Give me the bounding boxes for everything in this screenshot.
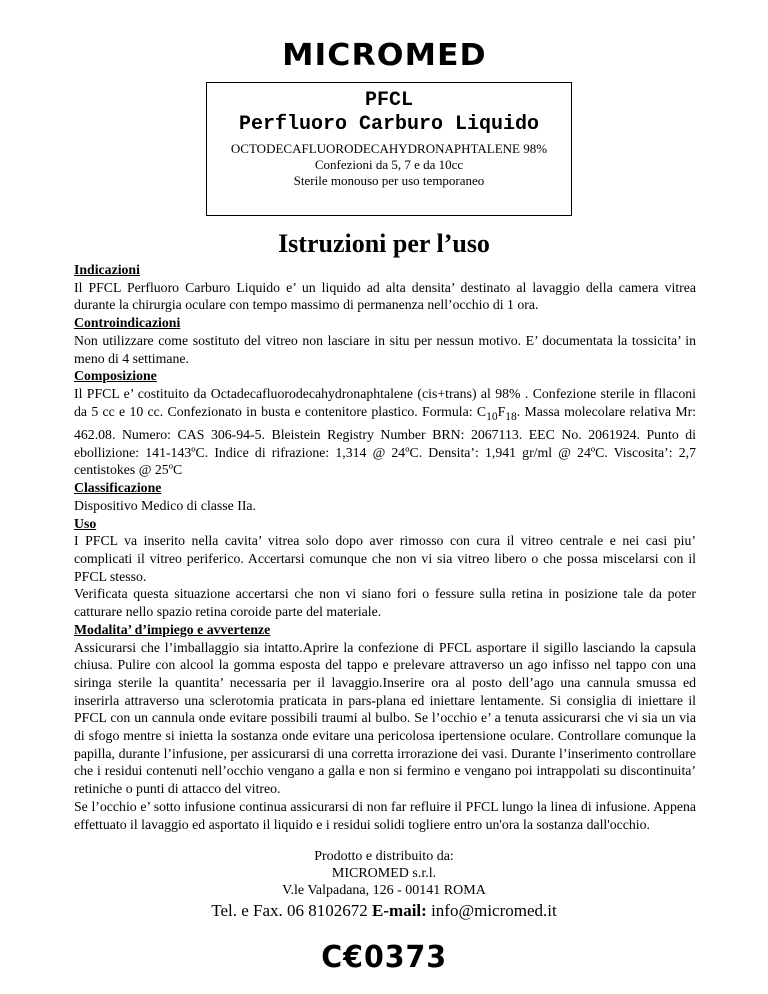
instructions-body (74, 261, 696, 833)
formula-subscript-fluorine: 18 (505, 410, 517, 423)
ce-mark (0, 940, 768, 975)
section-text-controindicazioni: Non utilizzare come sostituto del vitreo non lasciare in situ per nessun motivo. E’ documentata la tossicita’ in meno di 4 settimane. (74, 332, 696, 366)
product-sterility-line: Sterile monouso per uso temporaneo (293, 173, 485, 188)
page-title: Istruzioni per l’uso (278, 229, 490, 258)
section-text-indicazioni: Il PFCL Perfluoro Carburo Liquido e’ un liquido ad alta densita’ destinato al lavaggio della camera vitrea durante la chirurgia oculare con tempo massimo di permanenza nell’occhio di 1 ora. (74, 279, 696, 313)
footer-phone: Tel. e Fax. 06 8102672 (211, 901, 373, 920)
ce-mark-text: C€0373 (321, 940, 447, 975)
section-heading-controindicazioni: Controindicazioni (74, 315, 181, 331)
composizione-text-c: . Massa molecolare relativa Mr: 462.08. Numero: CAS 306-94-5. Bleistein Registry Number BRN: 2067113. EEC No. 2061924. Punto di ebollizione: 141-143ºC. Indice di rifrazione: 1,314 @ 24ºC. Densita’: 1,941 gr/ml @ 24ºC. Viscosita’: 2,7 centistokes @ 25ºC (74, 403, 697, 478)
section-text-modalita-2: Se l’occhio e’ sotto infusione continua assicurarsi di non far refluire il PFCL lungo la linea di infusione. Appena effettuato il lavaggio ed asportato il liquido e i residui solidi togliere entro un'ora la sostanza dall'occhio. (74, 798, 696, 832)
section-heading-composizione: Composizione (74, 368, 157, 384)
manufacturer-footer (0, 848, 768, 922)
footer-produced-by: Prodotto e distribuito da: (314, 849, 454, 864)
footer-contact (0, 900, 768, 922)
product-packaging-line: Confezioni da 5, 7 e da 10cc (314, 157, 464, 172)
section-heading-classificazione: Classificazione (74, 480, 162, 496)
product-name: PFCL (364, 89, 413, 112)
section-text-composizione (74, 385, 696, 479)
section-heading-indicazioni: Indicazioni (74, 262, 140, 277)
section-heading-uso: Uso (74, 515, 97, 531)
product-info-box (206, 82, 572, 216)
footer-address: V.le Valpadana, 126 - 00141 ROMA (282, 883, 486, 898)
composizione-text-a: Il PFCL e’ costituito da Octadecafluorodecahydronaphtalene (cis+trans) al 98% . Confezione sterile in fllaconi da 5 cc e 10 cc. Confezionato in busta e contenitore plastico. Formula: C (74, 385, 696, 419)
section-text-modalita-1: Assicurarsi che l’imballaggio sia intatto.Aprire la confezione di PFCL asportare il sigillo lasciando la capsula chiusa. Pulire con alcool la gomma esposta del tappo e prelevare attraverso un ago infisso nel tappo con una siringa sterile la quantita’ necessaria per il lavaggio.Inserire ora al posto dell’ago una cannula smussa ed inserirla attraverso una sclerotomia praticata in pars-plana ed iniettare lentamente. Si consiglia di iniettare il PFCL con un cannula onde evitare possibili traumi al bulbo. Se l’occhio e’ a tenuta assicurarsi che vi sia un via di sfogo mentre si inietta la sostanza onde evitare una pericolosa ipertensione oculare. Controllare comunque la papilla, durante l’infusione, per assicurarsi di una corretta irrorazione dei vasi. Durante l’inserimento controllare che i residui contenuti nell’occhio vengano a galla e non si fermino e vengano poi intrappolati su discontinuita’ retiniche o punti di attacco del vitreo. (74, 639, 696, 797)
formula-subscript-carbon: 10 (486, 410, 498, 423)
composizione-text-b: F (497, 403, 506, 419)
section-text-uso-1: I PFCL va inserito nella cavita’ vitrea solo dopo aver rimosso con cura il vitreo centrale e nei casi piu’ complicati il vitreo periferico. Accertarsi comunque che non vi sia vitreo libero o che possa miscelarsi con il PFCL stesso. (74, 533, 696, 584)
footer-email-label: E-mail: (372, 901, 427, 920)
company-logo-text: MICROMED (281, 38, 487, 73)
product-composition-line: OCTODECAFLUORODECAHYDRONAPHTALENE 98% (230, 141, 548, 156)
company-logo (0, 38, 768, 73)
product-full-name: Perfluoro Carburo Liquido (238, 113, 540, 136)
footer-email: info@micromed.it (426, 901, 557, 920)
footer-company-name: MICROMED s.r.l. (331, 866, 437, 881)
section-heading-modalita: Modalita’ d’impiego e avvertenze (74, 621, 271, 637)
section-text-uso-2: Verificata questa situazione accertarsi che non vi siano fori o fessure sulla retina in posizione tale da poter catturare nello spazio retina coroide parte del materiale. (74, 586, 696, 620)
section-text-classificazione: Dispositivo Medico di classe IIa. (74, 497, 257, 513)
